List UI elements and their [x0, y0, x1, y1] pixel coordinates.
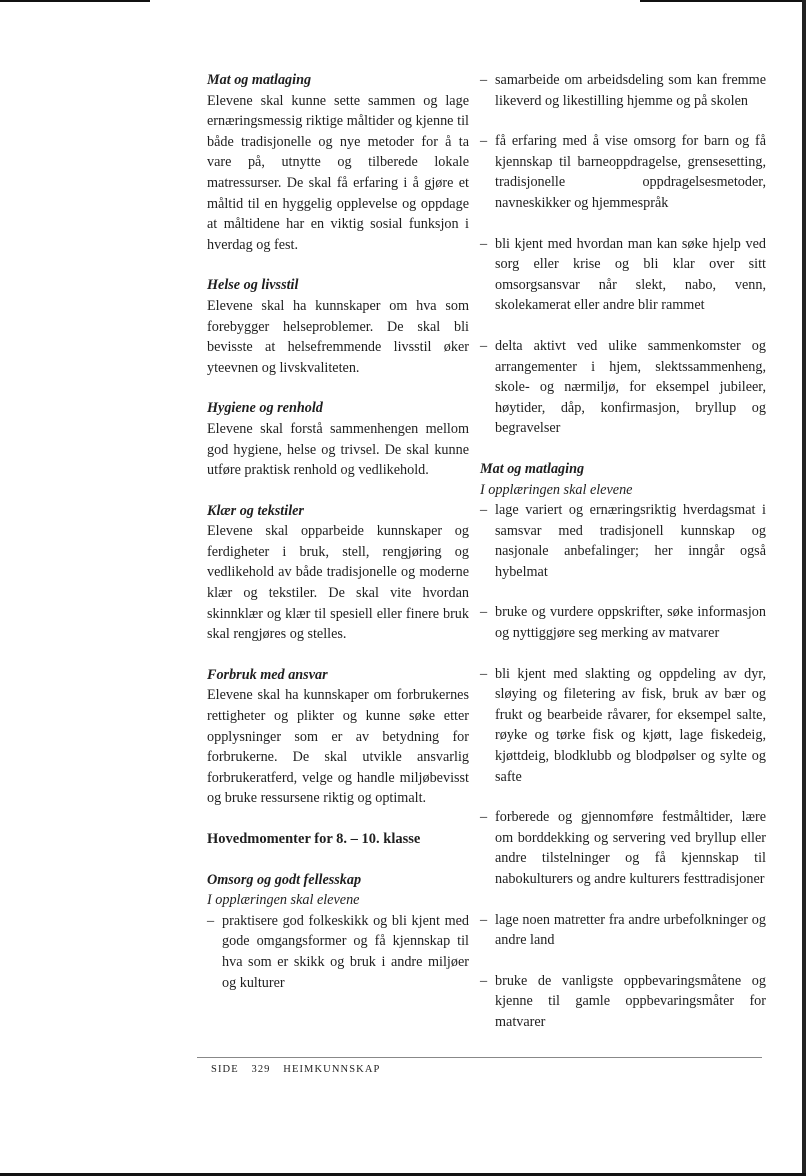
section-heading-omsorg: Omsorg og godt fellesskap	[207, 871, 362, 888]
list-item	[480, 234, 766, 316]
list-item-text: forberede og gjennomføre festmåltider, lære om borddekking og servering ved bryllup eller andre tilstelninger og få kjennskap til nabokulturers og andre kulturers festtradisjoner	[495, 809, 766, 887]
dash-bullet: –	[207, 912, 215, 929]
list-item-text: praktisere god folkeskikk og bli kjent med gode omgangsformer og få kjennskap til hva som er skikk og bruk i andre miljøer og kulturer	[222, 912, 469, 991]
list-item	[480, 910, 766, 951]
section-text: Elevene skal forstå sammenhengen mellom god hygiene, helse og trivsel. De skal kunne utføre praktisk renhold og vedlikehold.	[207, 420, 469, 479]
list-item	[480, 807, 766, 889]
section-heading: Helse og livsstil	[207, 277, 299, 294]
section-helse-og-livsstil	[207, 275, 469, 378]
list-item-text: delta aktivt ved ulike sammenkomster og arrangementer i hjem, slektssammenheng, skole- og nærmiljø, for eksempel jubileer, høytider, dåp, konfirmasjon, bryllup og begravelser	[495, 337, 766, 437]
scan-border-top-left	[0, 0, 150, 2]
section-forbruk-med-ansvar	[207, 665, 469, 809]
section-heading: Forbruk med ansvar	[207, 666, 328, 683]
list-item	[480, 131, 766, 213]
right-column	[480, 70, 766, 1033]
section-subheading: I opplæringen skal elevene	[207, 892, 360, 909]
list-item	[480, 602, 766, 643]
dash-bullet: –	[480, 72, 488, 88]
list-item-text: bruke og vurdere oppskrifter, søke informasjon og nyttiggjøre seg merking av matvarer	[495, 604, 766, 642]
dash-bullet: –	[480, 972, 488, 989]
list-item-text: bruke de vanligste oppbevaringsmåtene og kjenne til gamle oppbevaringsmåter for matvarer	[495, 972, 766, 1030]
dash-bullet: –	[480, 809, 488, 826]
list-item	[480, 70, 766, 111]
section-heading: Klær og tekstiler	[207, 502, 304, 519]
list-item	[480, 336, 766, 439]
list-item-text: samarbeide om arbeidsdeling som kan fremme likeverd og likestilling hjemme og på skolen	[495, 72, 766, 109]
dash-bullet: –	[480, 235, 488, 252]
footer-rule	[197, 1057, 762, 1058]
dash-bullet: –	[480, 911, 488, 928]
list-item-text: bli kjent med hvordan man kan søke hjelp ved sorg eller krise og bli klar over sitt omsorgsansvar når slekt, nabo, venn, skolekamerat eller andre blir rammet	[495, 235, 766, 314]
dash-bullet: –	[480, 502, 488, 519]
section-heading-mat: Mat og matlaging	[480, 460, 585, 477]
section-text: Elevene skal ha kunnskaper om hva som forebygger helseproblemer. De skal bli bevisste at helsefremmende livsstil øker yteevnen og livskvaliteten.	[207, 297, 469, 376]
page-footer	[211, 1064, 389, 1075]
section-heading: Hygiene og renhold	[207, 400, 323, 417]
footer-page-number: 329	[251, 1064, 271, 1075]
section-text: Elevene skal kunne sette sammen og lage ernæringsmessig riktige måltider og kjenne til både tradisjonelle og nye metoder for å ta vare på, utnytte og tilberede lokale matressurser. De skal få erfaring i å gjøre et måltid til en hyggelig opplevelse og oppdage at måltidene har en viktig sosial funksjon i hverdag og fest.	[207, 92, 469, 253]
list-item-text: bli kjent med slakting og oppdeling av dyr, sløying og filetering av fisk, bruk av bær og frukt og bearbeide råvarer, for eksempel salte, røyke og tørke fisk og kjøtt, lage fiskedeig, kjøttdeig, blodklubb og blodpølser og sylte og safte	[495, 665, 766, 785]
scan-border-top-right	[640, 0, 806, 2]
section-text: Elevene skal opparbeide kunnskaper og ferdigheter i bruk, stell, rengjøring og vedlikehold av både tradisjonelle og moderne klær og tekstiler. De skal vite hvordan skinnklær og klær til spesiell eller finere bruk skal rengjøres og stelles.	[207, 523, 469, 643]
left-column	[207, 70, 469, 993]
section-subheading: I opplæringen skal elevene	[480, 481, 633, 498]
dash-bullet: –	[480, 604, 488, 621]
main-heading-hovedmomenter: Hovedmomenter for 8. – 10. klasse	[207, 831, 421, 847]
section-klaer-og-tekstiler	[207, 501, 469, 645]
section-heading: Mat og matlaging	[207, 72, 312, 88]
dash-bullet: –	[480, 337, 488, 354]
section-hygiene-og-renhold	[207, 398, 469, 480]
list-item	[480, 664, 766, 788]
section-text: Elevene skal ha kunnskaper om forbrukernes rettigheter og plikter og kunne søke etter opplysninger som er av betydning for forbrukerne. De skal utvikle ansvarlig forbrukeratferd, velge og handle miljøbevisst og bruke ressursene riktig og optimalt.	[207, 687, 469, 807]
list-item-text: få erfaring med å vise omsorg for barn og få kjennskap til barneoppdragelse, grensesetting, tradisjonelle oppdragelsesmetoder, navneskikker og hjemmespråk	[495, 133, 766, 211]
footer-side-label: SIDE	[211, 1064, 239, 1075]
list-item	[207, 911, 469, 993]
dash-bullet: –	[480, 133, 488, 150]
scan-border-right	[802, 0, 806, 1176]
dash-bullet: –	[480, 665, 488, 682]
footer-subject: HEIMKUNNSKAP	[283, 1064, 381, 1075]
list-item-text: lage variert og ernæringsriktig hverdagsmat i samsvar med tradisjonell kunnskap og nasjonale anbefalinger; her inngår også hybelmat	[495, 502, 766, 580]
list-item-text: lage noen matretter fra andre urbefolkninger og andre land	[495, 911, 766, 949]
section-mat-og-matlaging	[207, 70, 469, 255]
list-item	[480, 500, 766, 582]
scan-border-top	[0, 0, 806, 3]
list-item	[480, 971, 766, 1033]
